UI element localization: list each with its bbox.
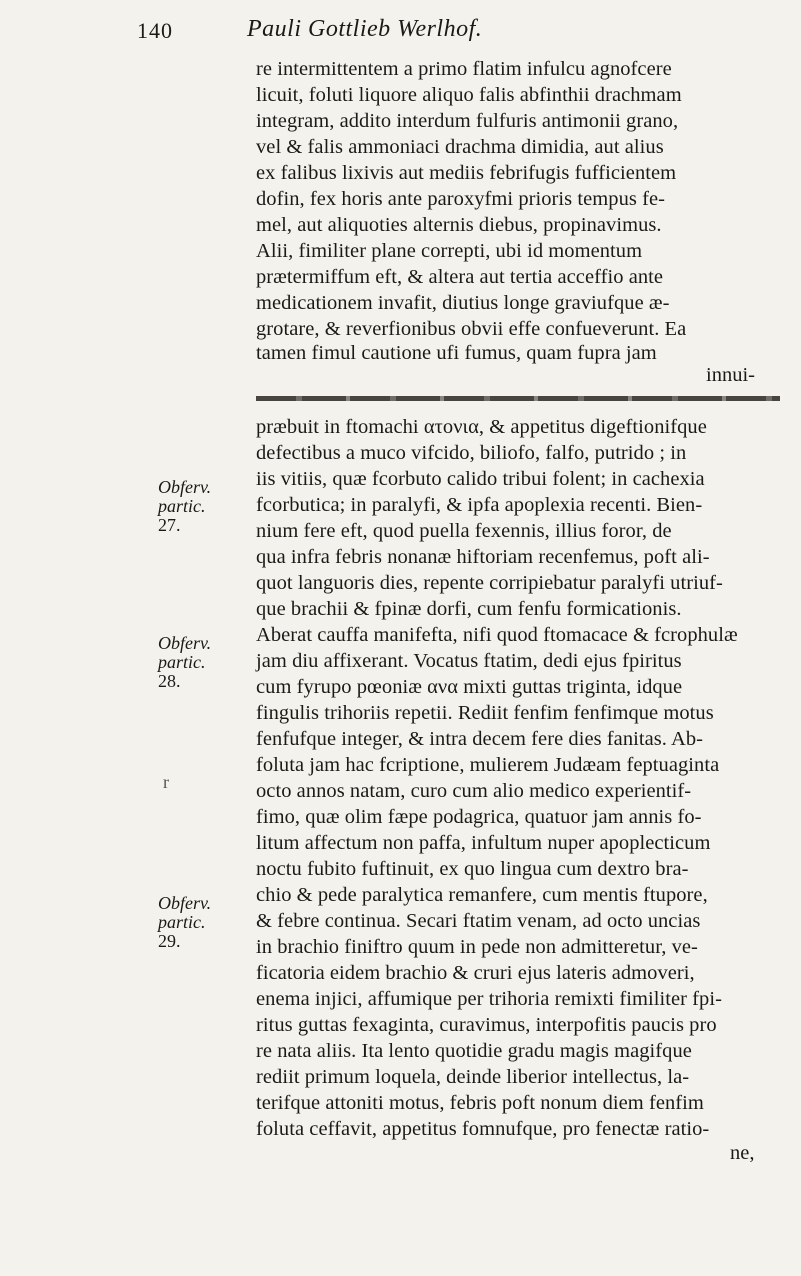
text-line: ex falibus lixivis aut mediis febrifugis fufficientem bbox=[256, 162, 677, 184]
text-line: medicationem invafit, diutius longe graviufque æ- bbox=[256, 292, 670, 314]
text-line: terifque attoniti motus, febris poft nonum diem fenfim bbox=[256, 1092, 704, 1114]
margin-note-label: Obferv. partic. bbox=[158, 633, 212, 672]
last-catchword: ne, bbox=[730, 1142, 755, 1164]
text-line: qua infra febris nonanæ hiftoriam recenfemus, poft ali- bbox=[256, 546, 710, 568]
text-line: fcorbutica; in paralyfi, & ipfa apoplexia recenti. Bien- bbox=[256, 494, 703, 516]
text-line: Alii, fimiliter plane correpti, ubi id momentum bbox=[256, 240, 643, 262]
margin-note-27 bbox=[158, 478, 248, 535]
margin-note-28 bbox=[158, 634, 248, 691]
text-line: enema injici, affumique per trihoria remixti fimiliter fpi- bbox=[256, 988, 722, 1010]
text-line: præbuit in ftomachi ατονια, & appetitus digeftionifque bbox=[256, 416, 707, 438]
text-line: in brachio finiftro quum in pede non admitteretur, ve- bbox=[256, 936, 698, 958]
page-number: 140 bbox=[137, 18, 173, 43]
text-line: ficatoria eidem brachio & cruri ejus lateris admoveri, bbox=[256, 962, 695, 984]
text-line: licuit, foluti liquore aliquo falis abfinthii drachmam bbox=[256, 84, 682, 106]
divider-rule bbox=[256, 396, 780, 401]
text-line: re nata aliis. Ita lento quotidie gradu magis magifque bbox=[256, 1040, 692, 1062]
text-line: jam diu affixerant. Vocatus ftatim, dedi ejus fpiritus bbox=[256, 650, 682, 672]
catchword: innui- bbox=[706, 364, 755, 386]
text-line: iis vitiis, quæ fcorbuto calido tribui folent; in cachexia bbox=[256, 468, 705, 490]
text-line: Aberat cauffa manifefta, nifi quod ftomacace & fcrophulæ bbox=[256, 624, 738, 646]
text-line: litum affectum non paffa, infultum nuper apoplecticum bbox=[256, 832, 711, 854]
text-line: rediit primum loquela, deinde liberior intellectus, la- bbox=[256, 1066, 690, 1088]
text-line: integram, addito interdum fulfuris antimonii grano, bbox=[256, 110, 679, 132]
text-line: fingulis trihoriis repetii. Rediit fenfim fenfimque motus bbox=[256, 702, 714, 724]
margin-note-label: Obferv. partic. bbox=[158, 477, 212, 516]
margin-note-label: Obferv. partic. bbox=[158, 893, 212, 932]
text-line: dofin, fex horis ante paroxyfmi prioris tempus fe- bbox=[256, 188, 665, 210]
text-line: vel & falis ammoniaci drachma dimidia, aut alius bbox=[256, 136, 664, 158]
text-line: nium fere eft, quod puella fexennis, illius foror, de bbox=[256, 520, 672, 542]
text-line: cum fyrupo pœoniæ ανα mixti guttas triginta, idque bbox=[256, 676, 683, 698]
text-line: quot languoris dies, repente corripiebatur paralyfi utriuf- bbox=[256, 572, 723, 594]
text-line: mel, aut aliquoties alternis diebus, propinavimus. bbox=[256, 214, 662, 236]
text-line: chio & pede paralytica remanfere, cum mentis ftupore, bbox=[256, 884, 708, 906]
text-line: grotare, & reverfionibus obvii effe confueverunt. Ea bbox=[256, 318, 687, 340]
text-line: re intermittentem a primo flatim infulcu agnofcere bbox=[256, 58, 672, 80]
text-line: & febre continua. Secari ftatim venam, ad octo uncias bbox=[256, 910, 701, 932]
text-line: ritus guttas fexaginta, curavimus, interpofitis paucis pro bbox=[256, 1014, 717, 1036]
text-line: defectibus a muco vifcido, biliofo, falfo, putrido ; in bbox=[256, 442, 687, 464]
margin-note-number: 27. bbox=[158, 515, 181, 535]
margin-note-29 bbox=[158, 894, 248, 951]
text-line: foluta ceffavit, appetitus fomnufque, pro fenectæ ratio- bbox=[256, 1118, 710, 1140]
text-line: fenfufque integer, & intra decem fere dies fanitas. Ab- bbox=[256, 728, 704, 750]
text-line: noctu fubito fuftinuit, ex quo lingua cum dextro bra- bbox=[256, 858, 689, 880]
margin-note-number: 29. bbox=[158, 931, 181, 951]
running-title: Pauli Gottlieb Werlhof. bbox=[247, 16, 483, 42]
stray-mark: r bbox=[163, 772, 169, 792]
page-header bbox=[137, 14, 767, 46]
text-line: que brachii & fpinæ dorfi, cum fenfu formicationis. bbox=[256, 598, 682, 620]
margin-note-number: 28. bbox=[158, 671, 181, 691]
text-line: fimo, quæ olim fæpe podagrica, quatuor jam annis fo- bbox=[256, 806, 702, 828]
text-line: octo annos natam, curo cum alio medico experientif- bbox=[256, 780, 692, 802]
text-line: foluta jam hac fcriptione, mulierem Judæam feptuaginta bbox=[256, 754, 720, 776]
text-line: tamen fimul cautione ufi fumus, quam fupra jam bbox=[256, 342, 657, 364]
text-line: prætermiffum eft, & altera aut tertia acceffio ante bbox=[256, 266, 664, 288]
